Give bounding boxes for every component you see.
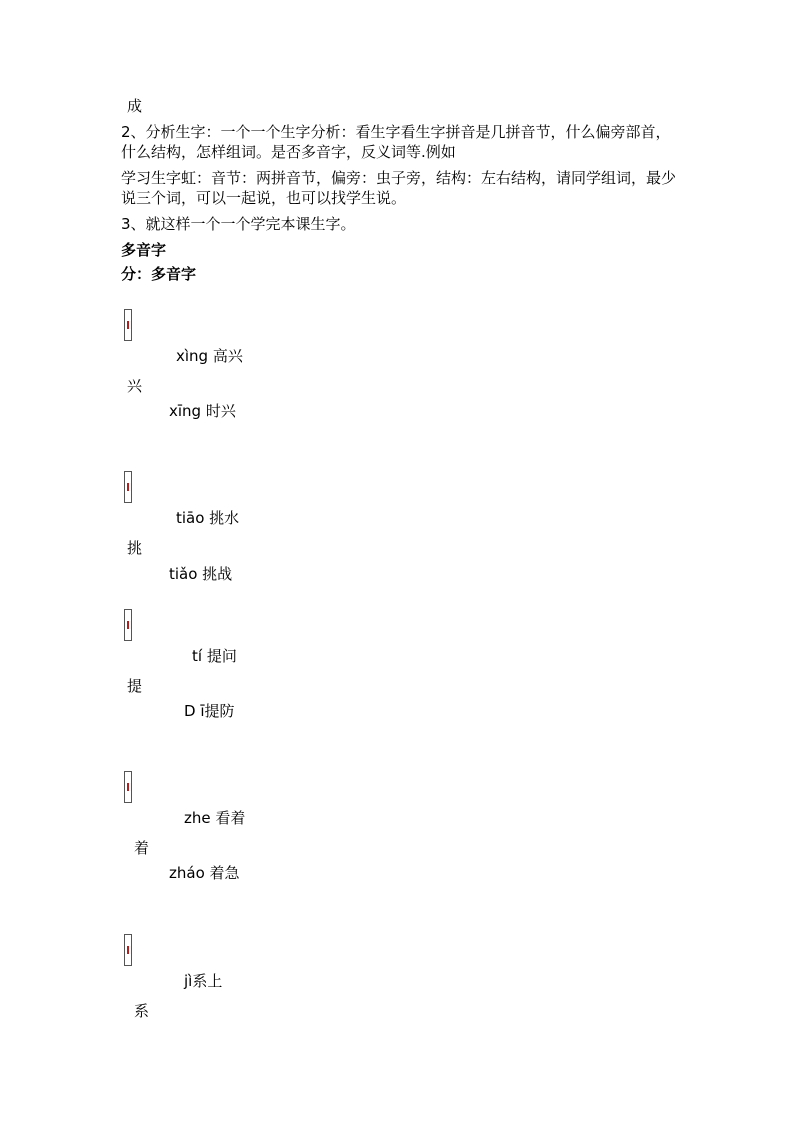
polyphone-char: 挑 [127,539,143,557]
paragraph-analyze-characters: 2、分析生字：一个一个生字分析：看生字看生字拼音是几拼音节，什么偏旁部首，什么结构，怎样组词。是否多音字，反义词等.例如 [121,123,671,161]
polyphone-char: 系 [134,1002,150,1020]
reading-1: tiāo 挑水 [176,509,240,527]
reading-1: xìng 高兴 [176,347,243,365]
polyphone-char: 着 [134,839,150,857]
polyphone-char: 提 [127,677,143,695]
brace-icon [124,771,132,803]
heading-sub-polyphones: 分：多音字 [121,265,197,283]
reading-2: tiǎo 挑战 [169,565,233,583]
brace-icon [124,609,132,641]
reading-1: zhe 看着 [184,809,246,827]
brace-icon [124,309,132,341]
reading-2: D ī提防 [184,702,235,720]
reading-2: zháo 着急 [169,864,240,882]
reading-1: jì系上 [184,972,223,990]
paragraph-step-three: 3、就这样一个一个学完本课生字。 [121,215,356,233]
reading-1: tí 提问 [192,647,237,665]
reading-2: xīng 时兴 [169,402,236,420]
brace-icon [124,471,132,503]
polyphone-char: 兴 [127,377,143,395]
text-line-cheng: 成 [127,97,143,115]
paragraph-example-hong: 学习生字虹：音节：两拼音节，偏旁：虫子旁，结构：左右结构，请同学组词，最少说三个词，可以一起说，也可以找学生说。 [121,169,677,207]
brace-icon [124,934,132,966]
heading-polyphones: 多音字 [121,241,167,259]
